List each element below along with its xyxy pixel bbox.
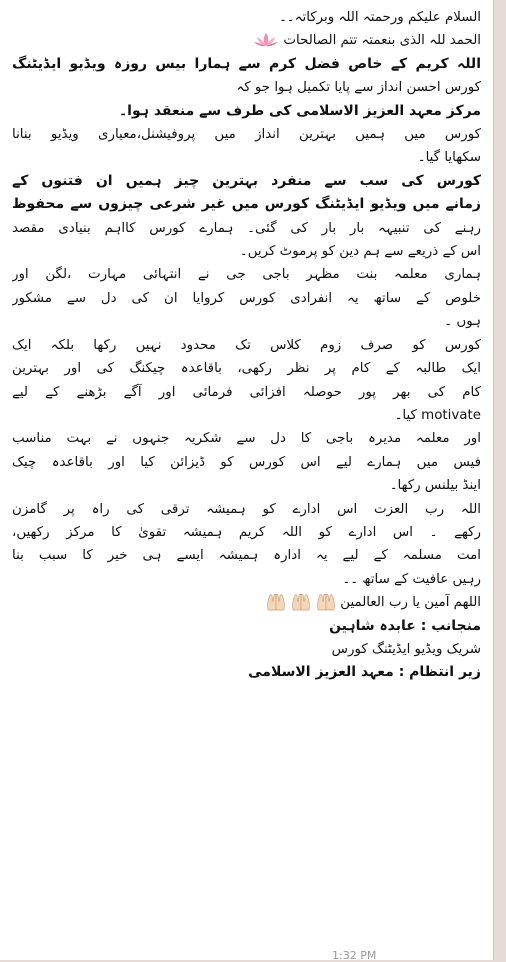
message-timestamp: 1:32 PM [332,949,377,962]
message-line: اللہ کریم کے خاص فضل کرم سے ہمارا بیس روزہ ویڈیو ایڈیٹنگ [12,55,481,72]
message-line-with-emoji [12,591,481,614]
message-line-with-emoji [12,29,481,52]
message-line: منجانب : عابدہ شاہین [329,617,481,634]
lotus-emoji-icon [253,31,279,49]
message-line: مرکز معہد العزیز الاسلامی کی طرف سے منعقد ہوا۔ [118,102,481,119]
message-line: اللہ رب العزت اس ادارے کو ہمیشہ ترقی کی راہ پر گامزن [12,501,481,517]
message-line: اس کے ذریعے سے ہم دین کو پرموٹ کریں۔ [239,244,481,260]
raised-hands-icon [265,592,287,612]
message-line: ہماری معلمہ بنت مظہر باجی جی نے انتہائی مہارت ،لگن اور [12,267,481,283]
message-line: السلام علیکم ورحمتہ اللہ وبرکاتہ۔۔ [278,10,481,25]
message-line: رکھے ۔ اس ادارے کو اللہ کریم ہمیشہ تقویٰ کا مرکز رکھیں، [12,524,481,540]
message-line-text: الحمد للہ الذی بنعمتہ تتم الصالحات [283,33,481,49]
message-line: رہنے کی تنبیہہ بار بار کی گئی۔ ہمارے کورس کااہم بنیادی مقصد [12,220,481,236]
message-line: زمانے میں ویڈیو ایڈیٹنگ کورس میں غیر شرعی چیزوں سے محفوظ [12,196,481,213]
message-line: ایک طالبہ کے کام پر نظر رکھی، باقاعدہ چیکنگ کی اور بہترین [12,361,481,377]
message-line: کورس احسن انداز سے پایا تکمیل ہوا جو کہ [236,80,481,96]
message-line: motivate کیا۔ [394,407,481,423]
message-line: خلوص کے ساتھ یہ انفرادی کورس کروایا ان کی دل سے مشکور [12,290,481,306]
message-line: فیس میں ہمارے لیے اس کورس کو ڈیزائن کیا اور باقاعدہ چیک [12,454,481,470]
message-line: کورس کو صرف زوم کلاس تک محدود نہیں رکھا بلکہ ایک [12,337,481,353]
message-line: کام کی بھر پور حوصلہ افزائی فرمائی اور آگے بڑھنے کے لیے [12,384,481,400]
message-line: امت مسلمہ کے لیے یہ ادارہ ہمیشہ ایسے ہی خیر کا سبب بنا [12,548,481,564]
raised-hands-icon [290,592,312,612]
message-line: کورس کی سب سے منفرد بہترین چیز ہمیں ان فتنوں کے [12,172,481,189]
message-line: زیر انتظام : معہد العزیز الاسلامی [248,664,481,681]
message-line: سکھایا گیا۔ [417,150,481,166]
message-line: اور معلمہ مدیرہ باجی کا دل سے شکریہ جنہوں نے بہت مناسب [12,431,481,447]
message-line: رہیں عافیت کے ساتھ ۔۔ [342,571,481,587]
message-line: ہوں ۔ [444,314,481,330]
message-line: شریک ویڈیو ایڈیٹنگ کورس [331,641,481,657]
message-line-text: اللھم آمین یا رب العالمین [340,595,481,611]
message-line: کورس میں ہمیں بہترین انداز میں پروفیشنل،معیاری ویڈیو بنانا [12,127,481,143]
message-line: اینڈ بیلنس رکھا۔ [389,478,481,494]
raised-hands-icon [315,592,337,612]
